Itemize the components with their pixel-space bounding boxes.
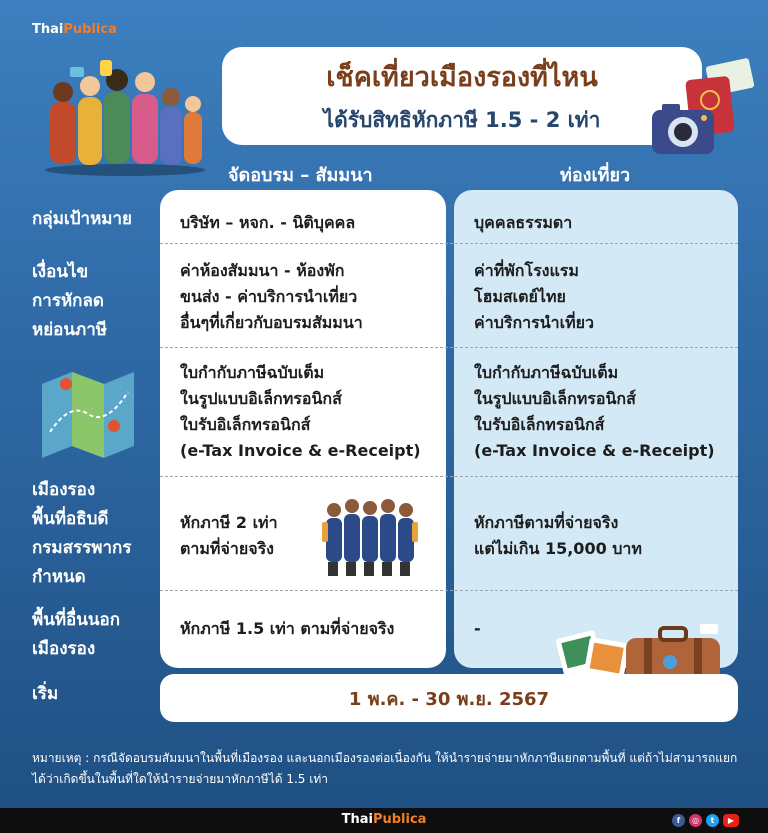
cell-other-seminar: หักภาษี 1.5 เท่า ตามที่จ่ายจริง: [180, 619, 395, 638]
row-label-start: เริ่ม: [32, 684, 59, 704]
footer-bar: [0, 808, 768, 833]
twitter-icon[interactable]: t: [706, 814, 719, 827]
row-divider: [160, 590, 738, 591]
cell-secondary-seminar: หักภาษี 2 เท่า ตามที่จ่ายจริง: [180, 513, 278, 558]
cell-conditions-seminar: ค่าห้องสัมมนา - ห้องพัก ขนส่ง - ค่าบริการนำเที่ยว อื่นๆที่เกี่ยวกับอบรมสัมมนา: [180, 261, 363, 332]
youtube-icon[interactable]: ▶: [723, 814, 739, 827]
cell-documents-seminar: ใบกำกับภาษีฉบับเต็ม ในรูปแบบอิเล็กทรอนิกส์ ใบรับอิเล็กทรอนิกส์ (e-Tax Invoice & e-Receipt): [180, 363, 421, 460]
footer-brand-thai: Thai: [341, 812, 373, 827]
row-label-conditions: เงื่อนไข การหักลด หย่อนภาษี: [32, 262, 107, 340]
row-divider: [160, 347, 738, 348]
cell-other-tourism: -: [474, 619, 481, 638]
start-date-box: [160, 674, 738, 722]
brand-logo: [32, 22, 117, 37]
passport-camera-illustration: [648, 58, 758, 164]
start-date-value: 1 พ.ค. - 30 พ.ย. 2567: [348, 688, 550, 710]
tourist-crowd-illustration: [40, 52, 210, 177]
footer-brand-publica: Publica: [372, 812, 427, 827]
travelers-illustration: [322, 488, 422, 580]
facebook-icon[interactable]: f: [672, 814, 685, 827]
cell-conditions-tourism: ค่าที่พักโรงแรม โฮมสเตย์ไทย ค่าบริการนำเที่ยว: [474, 261, 594, 332]
page-subtitle: ได้รับสิทธิหักภาษี 1.5 - 2 เท่า: [323, 108, 601, 132]
brand-thai: Thai: [32, 22, 64, 37]
page-title: เช็คเที่ยวเมืองรองที่ไหน: [326, 62, 598, 93]
cell-target-tourism: บุคคลธรรมดา: [474, 213, 573, 232]
footer-logo: [0, 812, 768, 827]
column-header-tourism: ท่องเที่ยว: [560, 165, 631, 186]
row-label-secondary-city: เมืองรอง พื้นที่อธิบดี กรมสรรพากร กำหนด: [32, 480, 132, 587]
cell-target-seminar: บริษัท – หจก. - นิติบุคคล: [180, 213, 356, 232]
row-label-other-area: พื้นที่อื่นนอก เมืองรอง: [32, 610, 120, 659]
row-label-target: กลุ่มเป้าหมาย: [32, 209, 132, 229]
brand-publica: Publica: [63, 22, 117, 37]
instagram-icon[interactable]: ◎: [689, 814, 702, 827]
footnote: หมายเหตุ : กรณีจัดอบรมสัมมนาในพื้นที่เมืองรอง และนอกเมืองรองต่อเนื่องกัน ให้นำรายจ่ายมาหักภาษีแยกตามพื้นที่ แต่ถ้าไม่สามารถแยกได้ว่าเกิดขึ้นในพื้นที่ใดให้นำรายจ่ายมาหักภาษีได้ 1.5 เท่า: [32, 751, 738, 786]
title-card: [222, 47, 702, 145]
map-illustration: [36, 362, 140, 460]
cell-documents-tourism: ใบกำกับภาษีฉบับเต็ม ในรูปแบบอิเล็กทรอนิกส์ ใบรับอิเล็กทรอนิกส์ (e-Tax Invoice & e-Receipt): [474, 363, 715, 460]
column-header-seminar: จัดอบรม – สัมมนา: [228, 165, 373, 186]
row-divider: [160, 476, 738, 477]
row-divider: [160, 243, 738, 244]
cell-secondary-tourism: หักภาษีตามที่จ่ายจริง แต่ไม่เกิน 15,000 บาท: [474, 513, 642, 558]
